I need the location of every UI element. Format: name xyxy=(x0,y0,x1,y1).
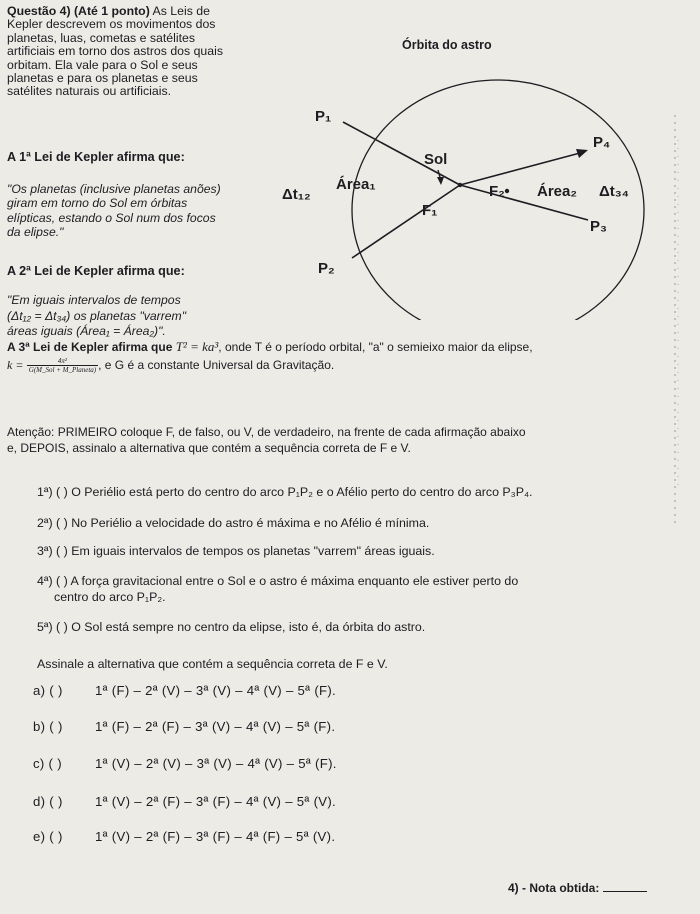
statement-2-label: 2ª) ( ) xyxy=(37,516,68,530)
question-header: Questão 4) (Até 1 ponto) xyxy=(7,4,150,18)
focus-f2-dot xyxy=(505,189,509,193)
option-b-label[interactable]: b) ( ) xyxy=(33,719,63,734)
law1-quote xyxy=(7,182,221,239)
grade-field xyxy=(508,880,647,895)
intro-line-6: satélites naturais ou artificiais. xyxy=(7,84,172,99)
intro-line-4: orbitam. Ela vale para o Sol e seus xyxy=(7,57,198,72)
label-p2: P₂ xyxy=(318,260,335,277)
instructions-line2: e, DEPOIS, assinalo a alternativa que contém a sequência correta de F e V. xyxy=(7,441,411,455)
statement-1-label: 1ª) ( ) xyxy=(37,485,68,499)
label-dt34: Δt₃₄ xyxy=(599,183,629,200)
statement-3-label: 3ª) ( ) xyxy=(37,544,68,558)
options-prompt: Assinale a alternativa que contém a sequência correta de F e V. xyxy=(37,657,388,671)
intro-line-3: artificiais em torno dos astros dos quais xyxy=(7,44,223,59)
statement-4 xyxy=(37,574,518,588)
scan-edge-marks xyxy=(668,110,682,530)
law1-quote-line-1: giram em torno do Sol em órbitas xyxy=(7,196,188,211)
intro-line-5: planetas e para os planetas e seus xyxy=(7,70,198,85)
line-focus-p4 xyxy=(460,153,580,185)
option-b-text: 1ª (F) – 2ª (F) – 3ª (V) – 4ª (V) – 5ª (F). xyxy=(95,719,336,734)
option-c[interactable] xyxy=(33,756,337,771)
option-c-text: 1ª (V) – 2ª (V) – 3ª (V) – 4ª (V) – 5ª (F). xyxy=(95,756,337,771)
law3-formula-t: T² = ka³ xyxy=(175,339,219,354)
law2-quote xyxy=(7,293,186,340)
arrow-p4 xyxy=(576,149,588,158)
option-e[interactable] xyxy=(33,829,335,844)
option-e-label[interactable]: e) ( ) xyxy=(33,829,63,844)
law2-quote-line-0: "Em iguais intervalos de tempos xyxy=(7,293,181,307)
option-d[interactable] xyxy=(33,794,336,809)
label-f2: F₂ xyxy=(489,183,505,200)
option-c-label[interactable]: c) ( ) xyxy=(33,756,62,771)
option-a-text: 1ª (F) – 2ª (V) – 3ª (V) – 4ª (V) – 5ª (F). xyxy=(95,683,337,698)
label-p1: P₁ xyxy=(315,108,332,125)
diagram-title: Órbita do astro xyxy=(402,38,492,52)
law3-line2 xyxy=(7,357,334,374)
statement-2-text: No Periélio a velocidade do astro é máxima e no Afélio é mínima. xyxy=(71,516,430,530)
statement-2 xyxy=(37,516,429,530)
label-p3: P₃ xyxy=(590,218,607,235)
law3-fraction xyxy=(27,357,98,374)
label-area2: Área₂ xyxy=(537,183,578,200)
question-intro xyxy=(7,5,223,99)
label-p4: P₄ xyxy=(593,134,611,151)
orbit-diagram xyxy=(270,30,650,320)
option-a-label[interactable]: a) ( ) xyxy=(33,683,63,698)
statement-4-line2: centro do arco P₁P₂. xyxy=(54,590,166,604)
focus-f1-dot xyxy=(458,183,462,187)
law3-line2-rest: , e G é a constante Universal da Gravitação. xyxy=(98,358,335,372)
intro-line-0: As Leis de xyxy=(149,4,210,18)
statement-5-label: 5ª) ( ) xyxy=(37,620,68,634)
orbit-ellipse xyxy=(352,80,644,320)
grade-blank[interactable] xyxy=(603,880,647,892)
law2-quote-line-2: áreas iguais (Área₁ = Área₂)". xyxy=(7,324,166,338)
law3-fraction-num: 4π² xyxy=(27,357,98,366)
statement-4-label: 4ª) ( ) xyxy=(37,574,68,588)
statement-3 xyxy=(37,544,435,558)
label-sol: Sol xyxy=(424,151,448,168)
grade-label: 4) - Nota obtida: xyxy=(508,881,600,895)
statement-4-text: A força gravitacional entre o Sol e o astro é máxima enquanto ele estiver perto do xyxy=(70,574,519,588)
law3-fraction-den: G(M_Sol + M_Planeta) xyxy=(28,366,97,374)
option-d-text: 1ª (V) – 2ª (F) – 3ª (F) – 4ª (V) – 5ª (V). xyxy=(95,794,337,809)
label-dt12: Δt₁₂ xyxy=(282,186,311,203)
instructions-line1: Atenção: PRIMEIRO coloque F, de falso, ou V, de verdadeiro, na frente de cada afirmação abaixo xyxy=(7,425,526,439)
line-p2-focus xyxy=(352,185,460,258)
option-d-label[interactable]: d) ( ) xyxy=(33,794,63,809)
statement-1-text: O Periélio está perto do centro do arco P₁P₂ e o Afélio perto do centro do arco P₃P₄. xyxy=(71,485,533,499)
statement-3-text: Em iguais intervalos de tempos os planetas "varrem" áreas iguais. xyxy=(71,544,435,558)
law1-quote-line-2: elípticas, estando o Sol num dos focos xyxy=(7,210,216,225)
law3-line1-rest: , onde T é o período orbital, "a" o semieixo maior da elipse, xyxy=(218,340,533,354)
option-e-text: 1ª (V) – 2ª (F) – 3ª (F) – 4ª (F) – 5ª (V). xyxy=(95,829,336,844)
statement-5-text: O Sol está sempre no centro da elipse, isto é, da órbita do astro. xyxy=(71,620,426,634)
sun-pointer-arrow xyxy=(437,177,444,185)
intro-line-1: Kepler descrevem os movimentos dos xyxy=(7,17,216,32)
law1-title: A 1ª Lei de Kepler afirma que: xyxy=(7,150,185,164)
law1-quote-line-3: da elipse." xyxy=(7,224,64,239)
statement-1 xyxy=(37,485,533,499)
law3-intro: A 3ª Lei de Kepler afirma que xyxy=(7,340,176,354)
law1-quote-line-0: "Os planetas (inclusive planetas anões) xyxy=(7,182,221,196)
label-f1: F₁ xyxy=(422,202,438,219)
option-b[interactable] xyxy=(33,719,335,734)
law2-quote-line-1: (Δt₁₂ = Δt₃₄) os planetas "varrem" xyxy=(7,308,187,323)
law2-title: A 2ª Lei de Kepler afirma que: xyxy=(7,264,185,278)
law3-line1 xyxy=(7,339,533,355)
intro-line-2: planetas, luas, cometas e satélites xyxy=(7,30,195,45)
law3-formula-k: k = xyxy=(7,358,24,372)
label-area1: Área₁ xyxy=(336,176,376,193)
option-a[interactable] xyxy=(33,683,336,698)
statement-5 xyxy=(37,620,425,634)
